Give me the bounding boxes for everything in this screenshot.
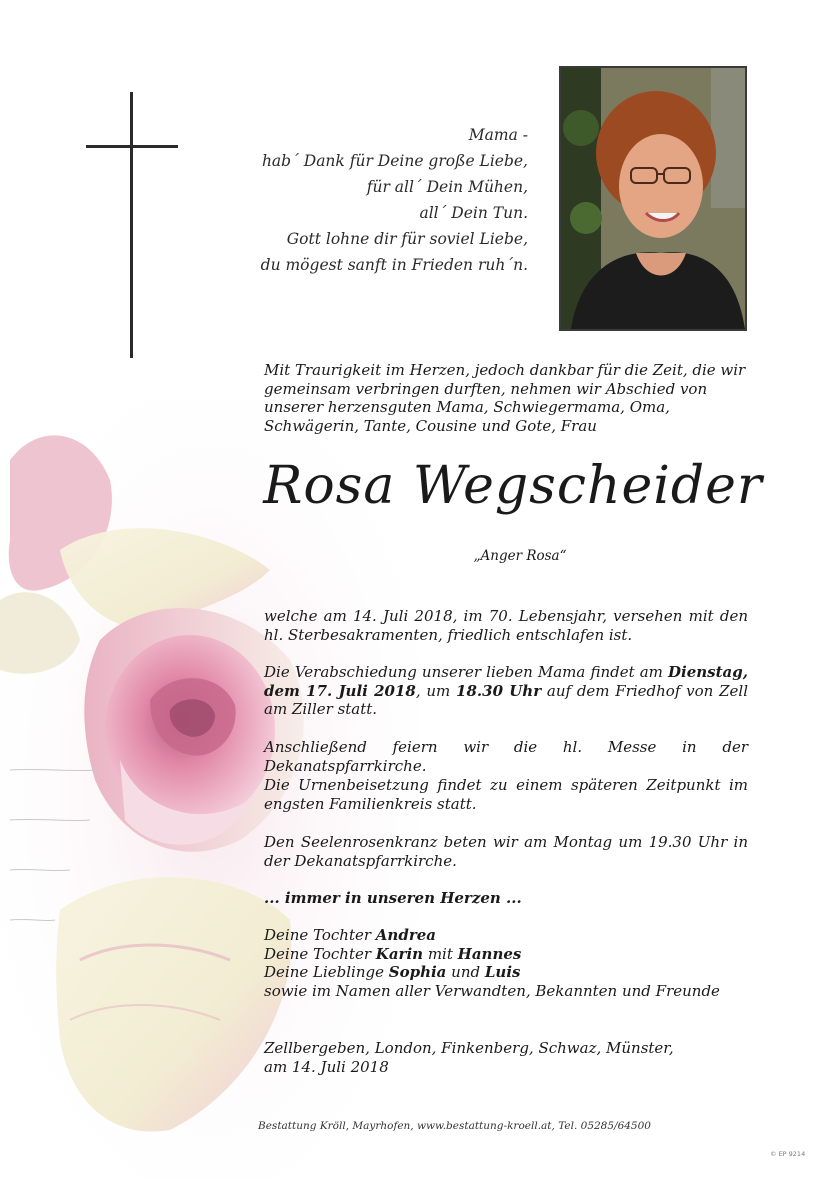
rosary-notice: Den Seelenrosenkranz beten wir am Montag um 19.30 Uhr in der Dekanatspfarrkirche. — [264, 833, 748, 870]
urn-notice: Die Urnenbeisetzung findet zu einem späteren Zeitpunkt im engsten Familienkreis statt. — [264, 776, 748, 813]
mourner-name: Karin — [375, 944, 424, 963]
print-code: © EP 9214 — [770, 1150, 806, 1158]
cross-icon-bar — [86, 145, 178, 148]
mourner-text: und — [446, 963, 485, 981]
mourner-text: Deine Lieblinge — [264, 963, 389, 981]
poem-line: Gott lohne dir für soviel Liebe, — [286, 230, 528, 248]
deceased-name: Rosa Wegscheider — [263, 456, 763, 516]
farewell-post: auf dem Friedhof von Zell am Ziller statt. — [264, 681, 748, 718]
nickname: „Anger Rosa“ — [473, 548, 567, 564]
mourner-name: Andrea — [375, 926, 436, 944]
poem — [228, 122, 528, 278]
mourner-line: sowie im Namen aller Verwandten, Bekannten und Freunde — [264, 981, 720, 1000]
mass-notice: Anschließend feiern wir die hl. Messe in der Dekanatspfarrkirche. — [264, 738, 748, 775]
mourner-name: Hannes — [457, 944, 522, 963]
funeral-home-footer: Bestattung Kröll, Mayrhofen, www.bestattung-kroell.at, Tel. 05285/64500 — [258, 1120, 651, 1132]
mourner-line — [264, 963, 748, 982]
poem-line: für all´ Dein Mühen, — [366, 178, 528, 196]
place-line: Zellbergeben, London, Finkenberg, Schwaz, Münster, — [264, 1039, 674, 1057]
date-line: am 14. Juli 2018 — [264, 1057, 389, 1076]
mourner-text: Deine Tochter — [264, 926, 376, 944]
mourner-line — [264, 926, 748, 945]
poem-line: hab´ Dank für Deine große Liebe, — [261, 152, 528, 170]
farewell-notice — [264, 663, 748, 719]
poem-line: du mögest sanft in Frieden ruh´n. — [260, 256, 528, 274]
poem-line: all´ Dein Tun. — [419, 204, 528, 222]
cross-icon — [130, 92, 133, 358]
portrait-photo — [559, 66, 747, 331]
mourners — [264, 926, 748, 1000]
mourner-name: Sophia — [388, 963, 447, 981]
farewell-time: 18.30 Uhr — [456, 681, 542, 700]
intro-text: Mit Traurigkeit im Herzen, jedoch dankbar für die Zeit, die wir gemeinsam verbringen durften, nehmen wir Abschied von unserer herzensguten Mama, Schwiegermama, Oma, Schwägerin, Tante, Cousine und Gote, Frau — [264, 361, 746, 435]
farewell-date: Dienstag, dem 17. Juli 2018 — [264, 663, 748, 700]
place-date — [264, 1039, 748, 1076]
hearts-line: ... immer in unseren Herzen ... — [264, 889, 522, 907]
mourner-line — [264, 945, 748, 964]
farewell-mid: , um — [415, 681, 457, 700]
mourner-name: Luis — [484, 963, 521, 981]
poem-line: Mama - — [468, 126, 528, 144]
mourner-text: Deine Tochter — [264, 944, 376, 963]
mourner-text: mit — [423, 944, 458, 963]
death-notice: welche am 14. Juli 2018, im 70. Lebensjahr, versehen mit den hl. Sterbesakramenten, friedlich entschlafen ist. — [264, 607, 748, 644]
farewell-pre: Die Verabschiedung unserer lieben Mama findet am — [264, 663, 669, 681]
